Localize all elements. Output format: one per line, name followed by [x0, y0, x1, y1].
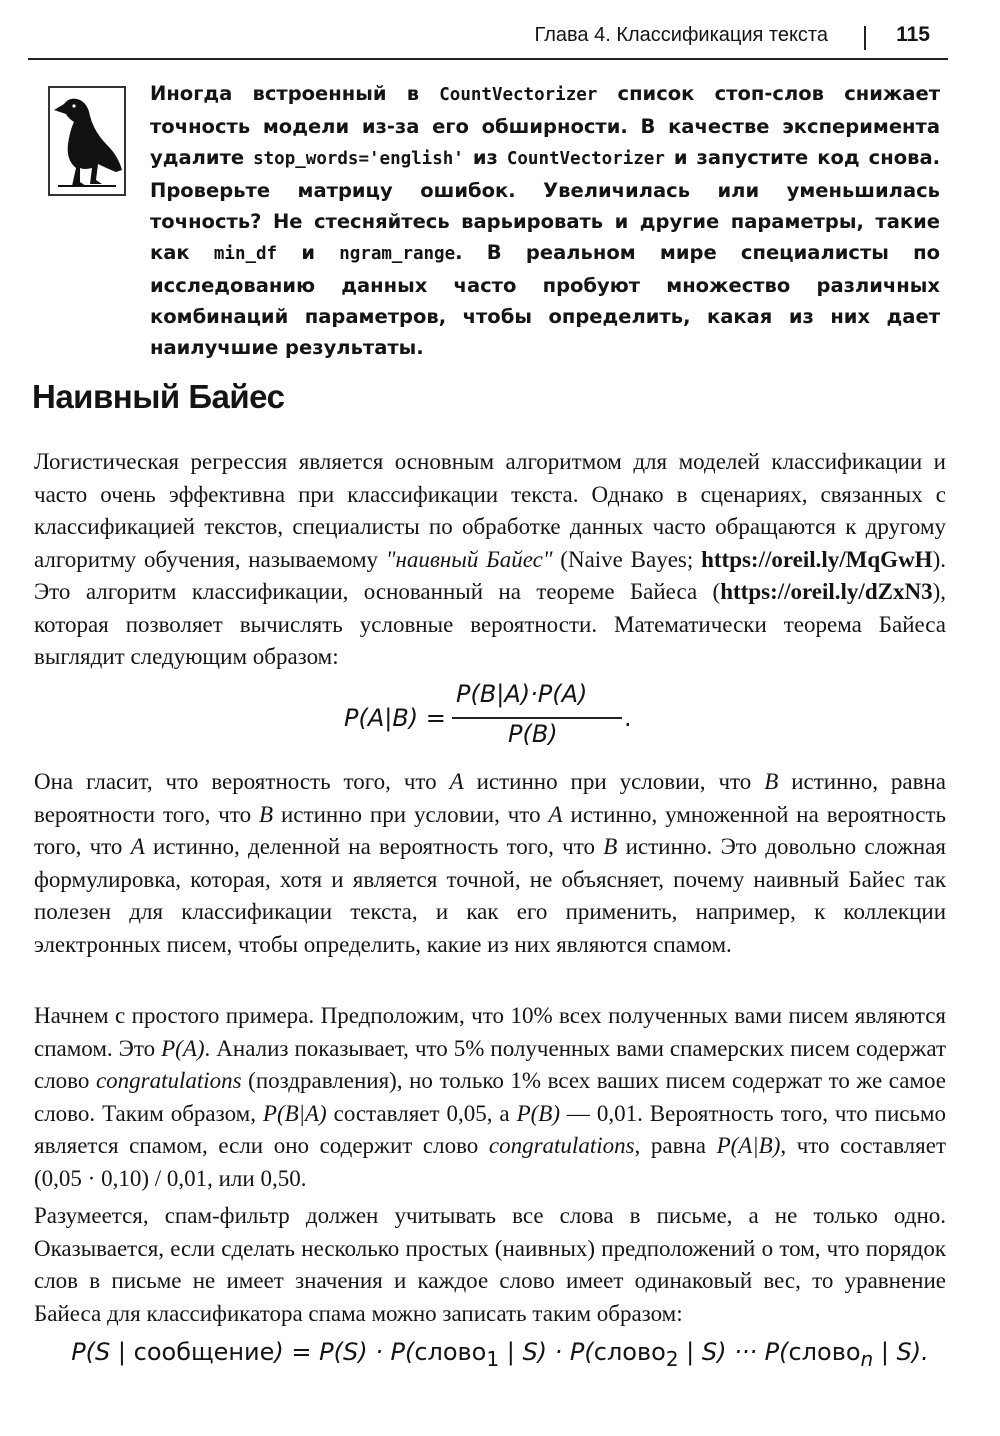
raven-icon	[48, 86, 126, 196]
link-bayes-theorem[interactable]: https://oreil.ly/dZxN3	[720, 579, 933, 604]
formula-numerator: P(B|A)·P(A)	[456, 680, 588, 708]
section-heading: Наивный Байес	[32, 378, 285, 415]
link-naive-bayes[interactable]: https://oreil.ly/MqGwH	[701, 546, 933, 572]
paragraph-example: Начнем с простого примера. Предположим, что 10% всех полученных вами писем являются спамом. Это P(A). Анализ показывает, что 5% полученных вами спамерских писем содержат слово congratulations (поздравления), но только 1% всех ваших писем содержат то же самое слово. Таким образом, P(B|A) составляет 0,05, а P(B) — 0,01. Вероятность того, что письмо является спамом, если оно содержит слово congratulations, равна P(A|B), что составляет (0,05 · 0,10) / 0,01, или 0,50.	[34, 1003, 947, 1191]
fraction-bar	[452, 717, 622, 719]
spam-formula: P(S | сообщение) = P(S) · P(слово$_1$ | S) · P(слово$_2$ | S) ··· P(слово$_n$ | S).	[71, 1338, 929, 1371]
header-divider	[864, 26, 866, 50]
paragraph-spam-filter: Разумеется, спам-фильтр должен учитывать все слова в письме, а не только одно. Оказывается, если сделать несколько простых (наивных) предположений о том, что порядок слов в письме не имеет значения и каждое слово имеет одинаковый вес, то уравнение Байеса для классификатора спама можно записать таким образом:	[34, 1203, 946, 1326]
tip-text: Иногда встроенный в CountVectorizer список стоп-слов снижает точность модели из-за его обширности. В качестве эксперимента удалите stop_words='english' из CountVectorizer и запустите код снова. Проверьте матрицу ошибок. Увеличилась или уменьшилась точность? Не стесняйтесь варьировать и другие параметры, такие как min_df и ngram_range. В реальном мире специалисты по исследованию данных часто пробуют множество различных комбинаций параметров, чтобы определить, какая из них дает наилучшие результаты.	[150, 82, 941, 359]
formula-lhs: P(A|B) =	[344, 704, 446, 732]
page-number: 115	[896, 23, 930, 46]
chapter-title: Глава 4. Классификация текста	[534, 24, 828, 46]
tip-note	[48, 78, 948, 359]
formula-denominator: P(B)	[508, 720, 558, 748]
running-header	[28, 14, 948, 60]
paragraph-explanation: Она гласит, что вероятность того, что A истинно при условии, что B истинно, равна вероятности того, что B истинно при условии, что A истинно, умноженной на вероятность того, что A истинно, деленной на вероятность того, что B истинно. Это довольно сложная формулировка, которая, хотя и является точной, не объясняет, почему наивный Байес так полезен для классификации текста, и как его применить, например, к коллекции электронных писем, чтобы определить, какие из них являются спамом.	[34, 769, 947, 957]
formula-period: .	[624, 704, 632, 732]
paragraph-intro: Логистическая регрессия является основным алгоритмом для моделей классификации и часто очень эффективна при классификации текста. Однако в сценариях, связанных с классификацией текстов, специалисты по обработке данных часто обращаются к другому алгоритму обучения, называемому "наивный Байес" (Naive Bayes; https://oreil.ly/MqGwH). Это алгоритм классификации, основанный на теореме Байеса (https://oreil.ly/dZxN3), которая позволяет вычислять условные вероятности. Математически теорема Байеса выглядит следующим образом:	[34, 449, 946, 669]
